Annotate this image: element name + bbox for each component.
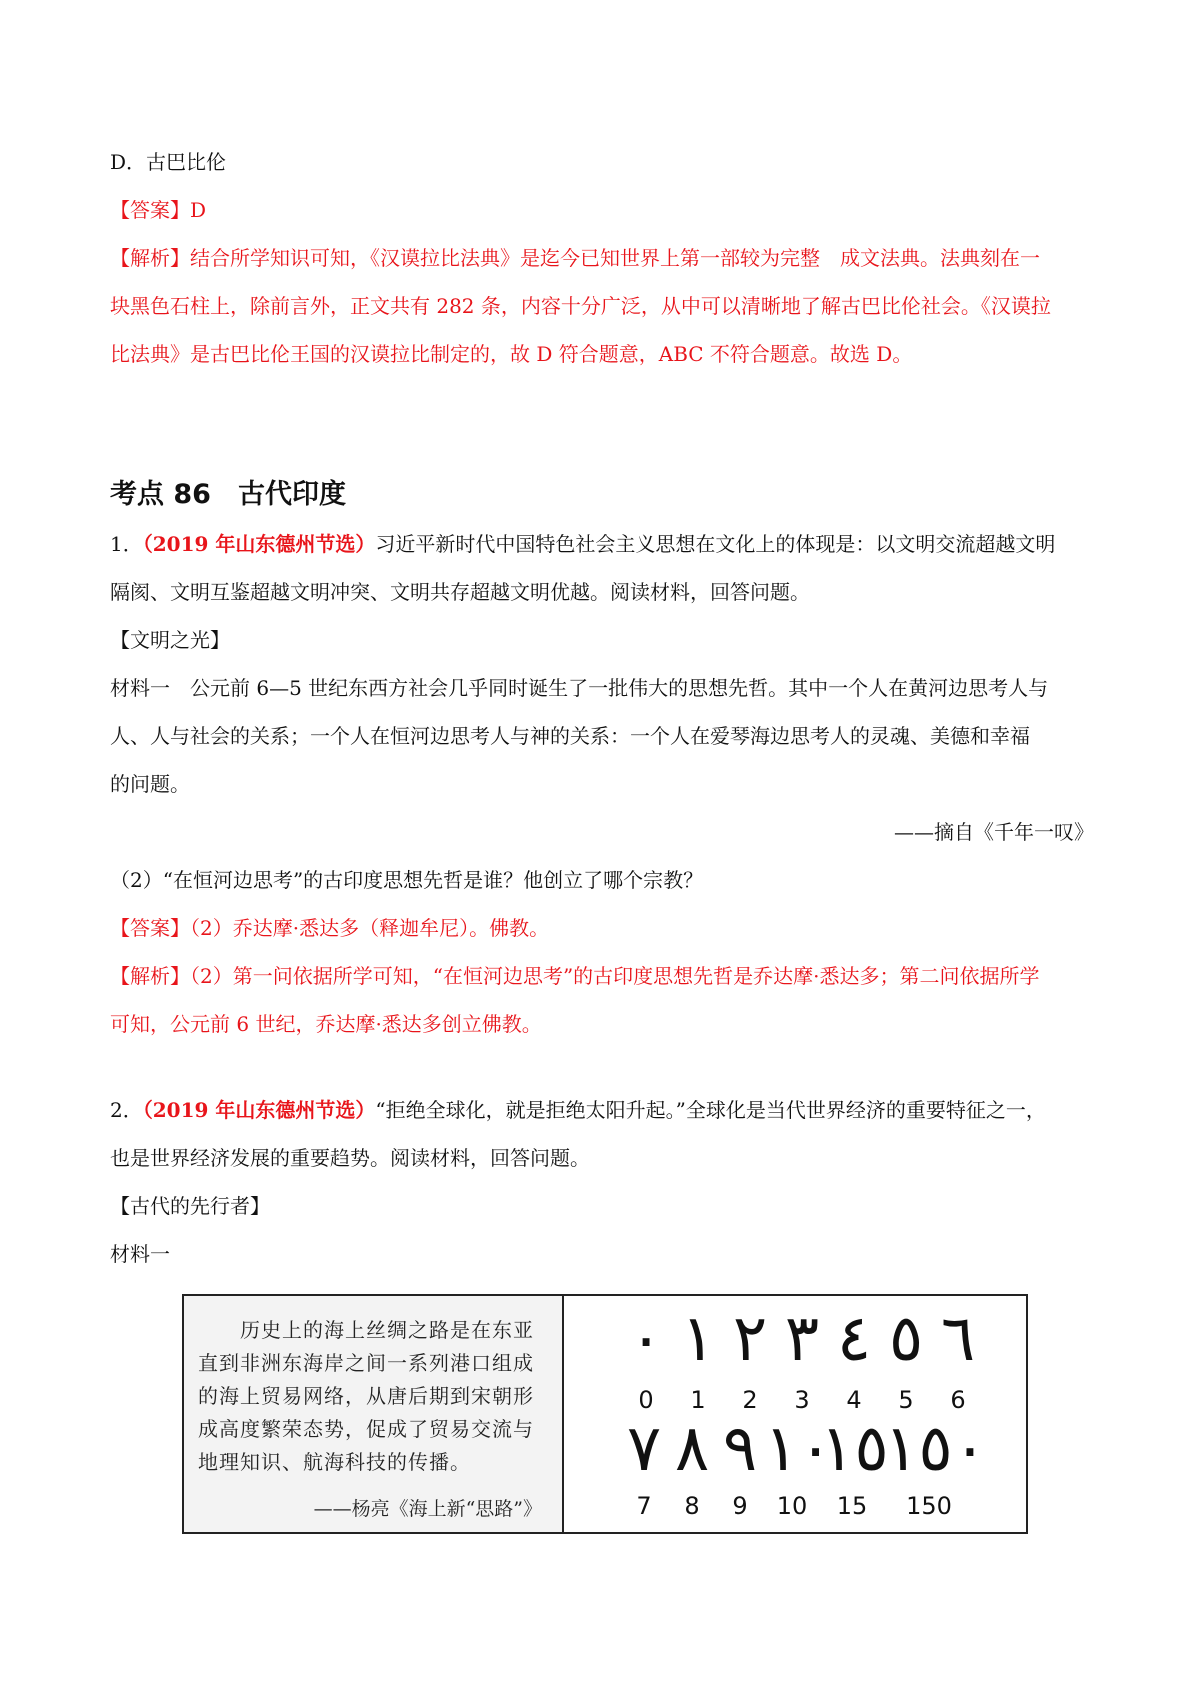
arabic-numerals-row-1	[620, 1304, 984, 1374]
numeral-glyph: ١٠	[764, 1412, 833, 1486]
figure-source: ——杨亮《海上新“思路”》	[313, 1498, 542, 1520]
analysis-line-1	[110, 234, 1100, 282]
digit-label: 5	[898, 1386, 914, 1414]
q1-material-line-2: 人、人与社会的关系；一个人在恒河边思考人与神的关系：一个人在爱琴海边思考人的灵魂、美德和幸福	[110, 724, 1030, 748]
figure-text-line: 直到非洲东海岸之间一系列港口组成	[198, 1351, 534, 1375]
digit-label: 10	[776, 1492, 808, 1520]
q1-answer	[110, 904, 1100, 952]
western-digits-row-1	[620, 1386, 984, 1414]
numeral-glyph: ٥	[888, 1302, 924, 1376]
q1-stem-line-1	[110, 520, 1100, 568]
figure-text-line: 历史上的海上丝绸之路是在东亚	[198, 1318, 534, 1342]
q2-material-label: 材料一	[110, 1242, 170, 1266]
digit-label: 7	[636, 1492, 652, 1520]
answer-value: D	[190, 198, 207, 222]
answer-label: 【答案】	[110, 198, 190, 222]
western-digits-row-2	[620, 1492, 974, 1520]
q1-answer-label: 【答案】	[110, 916, 190, 940]
digit-label: 2	[742, 1386, 758, 1414]
q2-stem-line-1	[110, 1086, 1100, 1134]
q1-section-label: 【文明之光】	[110, 628, 230, 652]
numeral-glyph: ١	[680, 1302, 716, 1376]
q2-stem-line-2: 也是世界经济发展的重要趋势。阅读材料，回答问题。	[110, 1146, 590, 1170]
section-title: 考点 86 古代印度	[110, 479, 346, 510]
q1-analysis-text-1: （2）第一问依据所学可知，“在恒河边思考”的古印度思想先哲是乔达摩·悉达多；第二问依据所学	[190, 964, 1040, 988]
q1-material-source: ——摘自《千年一叹》	[894, 820, 1094, 844]
q1-number: 1．	[110, 532, 143, 556]
numeral-glyph: ١٥٠	[884, 1412, 988, 1486]
digit-label: 8	[684, 1492, 700, 1520]
figure-text-panel	[184, 1296, 564, 1532]
figure-text-line: 的海上贸易网络，从唐后期到宋朝形	[198, 1384, 534, 1408]
digit-label: 4	[846, 1386, 862, 1414]
numeral-glyph: ٣	[784, 1302, 820, 1376]
q1-material-line-3: 的问题。	[110, 772, 190, 796]
figure-text-line: 地理知识、航海科技的传播。	[198, 1450, 471, 1474]
document-page	[110, 138, 1100, 1278]
q1-subquestion: （2）“在恒河边思考”的古印度思想先哲是谁？他创立了哪个宗教？	[110, 868, 704, 892]
numeral-glyph: ٠	[628, 1302, 664, 1376]
q1-stem-line-2: 隔阂、文明互鉴超越文明冲突、文明共存超越文明优越。阅读材料，回答问题。	[110, 580, 810, 604]
q1-answer-text: （2）乔达摩·悉达多（释迦牟尼）。佛教。	[190, 916, 550, 940]
q1-analysis-line-2: 可知，公元前 6 世纪，乔达摩·悉达多创立佛教。	[110, 1012, 542, 1036]
numeral-glyph: ٦	[940, 1302, 976, 1376]
q2-section-label: 【古代的先行者】	[110, 1194, 270, 1218]
digit-label: 3	[794, 1386, 810, 1414]
q2-number: 2．	[110, 1098, 143, 1122]
numeral-glyph: ٨	[674, 1412, 710, 1486]
analysis-line-2: 块黑色石柱上，除前言外，正文共有 282 条，内容十分广泛，从中可以清晰地了解古巴比伦社会。《汉谟拉	[110, 294, 1051, 318]
numeral-glyph: ٩	[722, 1412, 758, 1486]
numeral-glyph: ٧	[626, 1412, 662, 1486]
q2-stem-text-1: “拒绝全球化，就是拒绝太阳升起。”全球化是当代世界经济的重要特征之一，	[375, 1098, 1046, 1122]
q1-material-line-1: 材料一 公元前 6—5 世纪东西方社会几乎同时诞生了一批伟大的思想先哲。其中一个人在黄河边思考人与	[110, 676, 1049, 700]
analysis-line-3: 比法典》是古巴比伦王国的汉谟拉比制定的，故 D 符合题意，ABC 不符合题意。故选 D。	[110, 342, 913, 366]
material-figure	[182, 1294, 1028, 1534]
figure-text	[198, 1314, 548, 1479]
analysis-text-1: 结合所学知识可知，《汉谟拉比法典》是迄今已知世界上第一部较为完整 成文法典。法典刻在一	[190, 246, 1040, 270]
numeral-glyph: ٤	[836, 1302, 872, 1376]
q1-source: （2019 年山东德州节选）	[142, 532, 376, 556]
digit-label: 6	[950, 1386, 966, 1414]
numeral-glyph: ١٥	[820, 1412, 889, 1486]
numerals-panel	[564, 1296, 1026, 1532]
analysis-label: 【解析】	[110, 246, 190, 270]
q1-stem-text-1: 习近平新时代中国特色社会主义思想在文化上的体现是：以文明交流超越文明	[375, 532, 1056, 556]
digit-label: 1	[690, 1386, 706, 1414]
digit-label: 0	[638, 1386, 654, 1414]
arabic-numerals-row-2	[620, 1412, 988, 1486]
digit-label: 9	[732, 1492, 748, 1520]
q1-analysis-line-1	[110, 952, 1100, 1000]
q2-source: （2019 年山东德州节选）	[142, 1098, 376, 1122]
digit-label: 150	[906, 1492, 952, 1520]
answer-line	[110, 186, 1100, 234]
digit-label: 15	[836, 1492, 868, 1520]
q1-analysis-label: 【解析】	[110, 964, 190, 988]
figure-text-line: 成高度繁荣态势，促成了贸易交流与	[198, 1417, 534, 1441]
option-d: D．古巴比伦	[110, 150, 227, 174]
numeral-glyph: ٢	[732, 1302, 768, 1376]
